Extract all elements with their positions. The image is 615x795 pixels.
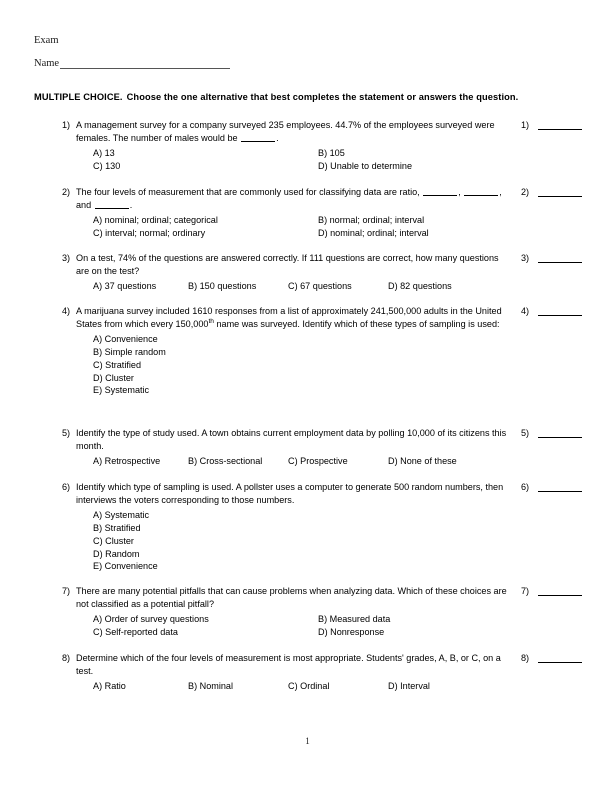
option-c[interactable]: C) Cluster xyxy=(93,535,134,546)
question-4-text xyxy=(76,305,512,331)
question-7-options xyxy=(93,613,512,639)
question-3-text: On a test, 74% of the questions are answered correctly. If 111 questions are correct, how many questions are on the test? xyxy=(76,253,499,276)
question-4 xyxy=(62,305,512,397)
question-1-statement xyxy=(62,119,512,145)
option-row xyxy=(93,560,512,573)
answer-number-4: 4) xyxy=(521,306,530,316)
question-1-text xyxy=(76,119,512,145)
option-b[interactable]: B) normal; ordinal; interval xyxy=(318,214,425,225)
question-1-text-b: . xyxy=(276,132,279,143)
answer-number-5: 5) xyxy=(521,428,530,438)
option-a[interactable]: A) Order of survey questions xyxy=(93,613,209,624)
option-d[interactable]: D) None of these xyxy=(388,455,457,466)
option-row xyxy=(93,372,512,385)
option-c[interactable]: C) Prospective xyxy=(288,455,348,466)
answer-number-1: 1) xyxy=(521,120,530,130)
question-1-number: 1) xyxy=(62,120,71,130)
question-8-options xyxy=(93,680,512,693)
option-b[interactable]: B) Nominal xyxy=(188,680,233,691)
option-row xyxy=(93,509,512,522)
question-1-text-a: A management survey for a company surveyed 235 employees. 44.7% of the employees surveyed were females. The number of males would be xyxy=(76,120,495,143)
answer-blank-4[interactable] xyxy=(521,306,582,316)
answer-blank-7[interactable] xyxy=(521,586,582,596)
answer-number-3: 3) xyxy=(521,253,530,263)
option-row xyxy=(93,455,512,468)
option-d[interactable]: D) Nonresponse xyxy=(318,626,385,637)
question-4-options xyxy=(93,333,512,398)
option-a[interactable]: A) Ratio xyxy=(93,680,126,691)
name-label: Name xyxy=(34,58,60,69)
option-a[interactable]: A) 37 questions xyxy=(93,280,157,291)
name-input-line[interactable] xyxy=(60,58,230,69)
option-b[interactable]: B) Cross-sectional xyxy=(188,455,263,466)
option-c[interactable]: C) 130 xyxy=(93,160,121,171)
question-2-text-c: , and xyxy=(76,187,502,210)
option-row xyxy=(93,535,512,548)
option-b[interactable]: B) 150 questions xyxy=(188,280,257,291)
question-6 xyxy=(62,481,512,573)
fill-blank xyxy=(464,187,498,196)
question-7-number: 7) xyxy=(62,586,71,596)
question-5-text: Identify the type of study used. A town obtains current employment data by polling 10,000 of its citizens this month. xyxy=(76,428,507,451)
option-row xyxy=(93,147,512,160)
question-6-options xyxy=(93,509,512,574)
answer-line-8[interactable] xyxy=(538,653,582,663)
question-5-options xyxy=(93,455,512,468)
fill-blank xyxy=(241,133,275,142)
answer-line-7[interactable] xyxy=(538,586,582,596)
option-d[interactable]: D) Random xyxy=(93,548,140,559)
option-row xyxy=(93,346,512,359)
option-c[interactable]: C) Ordinal xyxy=(288,680,330,691)
option-a[interactable]: A) Retrospective xyxy=(93,455,161,466)
question-4-number: 4) xyxy=(62,306,71,316)
option-c[interactable]: C) Self-reported data xyxy=(93,626,178,637)
option-c[interactable]: C) 67 questions xyxy=(288,280,352,291)
option-b[interactable]: B) Measured data xyxy=(318,613,391,624)
option-row xyxy=(93,160,512,173)
option-d[interactable]: D) 82 questions xyxy=(388,280,452,291)
question-3 xyxy=(62,252,512,293)
answer-number-8: 8) xyxy=(521,653,530,663)
question-6-statement xyxy=(62,481,512,507)
option-row xyxy=(93,522,512,535)
option-d[interactable]: D) Unable to determine xyxy=(318,160,413,171)
option-row xyxy=(93,227,512,240)
option-row xyxy=(93,333,512,346)
option-d[interactable]: D) nominal; ordinal; interval xyxy=(318,227,429,238)
option-row xyxy=(93,280,512,293)
answer-blank-2[interactable] xyxy=(521,187,582,197)
instruction-text: Choose the one alternative that best completes the statement or answers the question. xyxy=(126,92,519,102)
question-2-options xyxy=(93,214,512,240)
answer-number-2: 2) xyxy=(521,187,530,197)
option-b[interactable]: B) Stratified xyxy=(93,522,141,533)
question-5 xyxy=(62,427,512,468)
option-c[interactable]: C) Stratified xyxy=(93,359,142,370)
option-e[interactable]: E) Convenience xyxy=(93,561,158,572)
option-a[interactable]: A) Convenience xyxy=(93,333,158,344)
question-5-number: 5) xyxy=(62,428,71,438)
answer-line-4[interactable] xyxy=(538,306,582,316)
answer-line-6[interactable] xyxy=(538,482,582,492)
option-row xyxy=(93,626,512,639)
answer-blank-6[interactable] xyxy=(521,482,582,492)
question-1-options xyxy=(93,147,512,173)
answer-number-7: 7) xyxy=(521,586,530,596)
option-row xyxy=(93,214,512,227)
option-row xyxy=(93,613,512,626)
page-number: 1 xyxy=(305,736,310,746)
question-1 xyxy=(62,119,512,173)
question-5-statement xyxy=(62,427,512,453)
option-a[interactable]: A) nominal; ordinal; categorical xyxy=(93,214,218,225)
question-6-number: 6) xyxy=(62,482,71,492)
question-3-options xyxy=(93,280,512,293)
question-7-statement xyxy=(62,585,512,611)
question-2-statement xyxy=(62,186,512,212)
option-a[interactable]: A) 13 xyxy=(93,147,115,158)
option-c[interactable]: C) interval; normal; ordinary xyxy=(93,227,206,238)
answer-line-3[interactable] xyxy=(538,253,582,263)
fill-blank xyxy=(423,187,457,196)
question-6-text: Identify which type of sampling is used. A pollster uses a computer to generate 500 random numbers, then interviews the voters corresponding to those numbers. xyxy=(76,482,504,505)
question-3-statement xyxy=(62,252,512,278)
option-row xyxy=(93,359,512,372)
option-a[interactable]: A) Systematic xyxy=(93,509,150,520)
name-field-row xyxy=(34,58,230,69)
option-row xyxy=(93,548,512,561)
question-2-text-a: The four levels of measurement that are commonly used for classifying data are ratio, xyxy=(76,187,423,197)
question-7-text: There are many potential pitfalls that can cause problems when analyzing data. Which of these choices are not classified as a potential pitfall? xyxy=(76,586,507,609)
question-3-number: 3) xyxy=(62,253,71,263)
option-d[interactable]: D) Cluster xyxy=(93,372,134,383)
question-2 xyxy=(62,186,512,240)
option-row xyxy=(93,384,512,397)
question-7 xyxy=(62,585,512,639)
exam-label: Exam xyxy=(34,35,59,46)
question-2-number: 2) xyxy=(62,187,71,197)
answer-line-2[interactable] xyxy=(538,187,582,197)
option-e[interactable]: E) Systematic xyxy=(93,385,150,396)
question-4-statement xyxy=(62,305,512,331)
answer-blank-3[interactable] xyxy=(521,253,582,263)
answer-blank-5[interactable] xyxy=(521,428,582,438)
option-b[interactable]: B) 105 xyxy=(318,147,345,158)
question-4-text-a: A marijuana survey included 1610 responses from a list of approximately 241,500,000 adults in the United States from which every 150,000 xyxy=(76,306,502,329)
question-2-text-b: , xyxy=(458,187,464,197)
question-8-statement xyxy=(62,652,512,678)
question-4-text-b: name was surveyed. Identify which of these types of sampling is used: xyxy=(213,318,500,329)
answer-line-5[interactable] xyxy=(538,428,582,438)
question-8-text: Determine which of the four levels of measurement is most appropriate. Students' grades, A, B, or C, on a test. xyxy=(76,653,501,676)
question-2-text-d: . xyxy=(129,199,133,210)
answer-line-1[interactable] xyxy=(538,120,582,130)
question-2-text xyxy=(76,186,512,212)
instruction-bold-prefix: MULTIPLE CHOICE. xyxy=(34,92,123,102)
fill-blank xyxy=(95,200,129,209)
question-8 xyxy=(62,652,512,693)
option-b[interactable]: B) Simple random xyxy=(93,346,166,357)
instruction-line xyxy=(34,92,518,102)
answer-number-6: 6) xyxy=(521,482,530,492)
option-row xyxy=(93,680,512,693)
option-d[interactable]: D) Interval xyxy=(388,680,430,691)
answer-blank-8[interactable] xyxy=(521,653,582,663)
answer-blank-1[interactable] xyxy=(521,120,582,130)
question-8-number: 8) xyxy=(62,653,71,663)
question-4-text-superscript: th xyxy=(208,317,214,325)
